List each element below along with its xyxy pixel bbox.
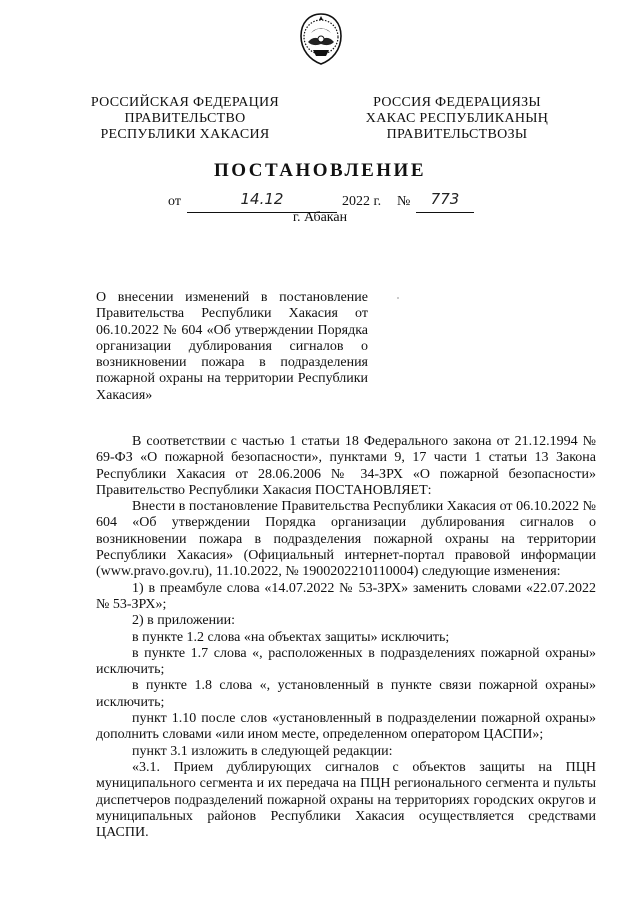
body-paragraph: в пункте 1.8 слова «, установленный в пункте связи пожарной охраны» исключить; [96, 678, 596, 710]
body-paragraph: В соответствии с частью 1 статьи 18 Федерального закона от 21.12.1994 № 69-ФЗ «О пожарной безопасности», пунктами 9, 17 части 1 статьи 13 Закона Республики Хакасия от 28.06.2006 № 34-ЗРХ «О пожарной безопасности» Правительство Республики Хакасия ПОСТАНОВЛЯЕТ: [96, 434, 596, 498]
number-label: № [397, 194, 411, 209]
number-handwritten: 773 [430, 190, 460, 208]
document-subject: О внесении изменений в постановление Правительства Республики Хакасия от 06.10.2022 № 604 «Об утверждении Порядка организации дублирования сигналов о возникновении пожара в подразделения пожарной охраны на территории Республики Хакасия» [96, 290, 368, 403]
coat-of-arms-emblem [296, 12, 346, 66]
issuer-header-khakas [357, 95, 557, 143]
body-paragraph: 2) в приложении: [132, 613, 235, 629]
body-paragraph: пункт 1.10 после слов «установленный в подразделении пожарной охраны» дополнить словами «или ином месте, определенном оператором ЦАСПИ»; [96, 711, 596, 743]
body-paragraph: пункт 3.1 изложить в следующей редакции: [132, 743, 393, 759]
header-line: РОССИЯ ФЕДЕРАЦИЯЗЫ [373, 95, 541, 110]
header-line: ПРАВИТЕЛЬСТВО [124, 111, 246, 126]
header-line: ПРАВИТЕЛЬСТВОЗЫ [386, 127, 528, 142]
body-paragraph: «3.1. Прием дублирующих сигналов с объектов защиты на ПЦН муниципального сегмента и их передача на ПЦН регионального сегмента и пульты диспетчеров подразделений пожарной охраны на территориях городских округов и муниципальных районов Республики Хакасия осуществляется средствами ЦАСПИ. [96, 759, 596, 841]
document-title: ПОСТАНОВЛЕНИЕ [213, 160, 427, 181]
date-year: 2022 г. [342, 194, 382, 209]
date-from-label: от [168, 194, 181, 209]
header-line: РЕСПУБЛИКИ ХАКАСИЯ [100, 127, 270, 142]
body-paragraph: в пункте 1.7 слова «, расположенных в подразделениях пожарной охраны» исключить; [96, 645, 596, 678]
header-line: ХАКАС РЕСПУБЛИКАНЫҢ [365, 111, 549, 126]
body-paragraph: в пункте 1.2 слова «на объектах защиты» исключить; [132, 629, 450, 645]
issuer-header-russian [85, 95, 285, 143]
body-paragraph: Внести в постановление Правительства Республики Хакасия от 06.10.2022 № 604 «Об утверждении Порядка организации дублирования сигналов о возникновении пожара в подразделения пожарной охраны на территории Республики Хакасия» (Официальный интернет-портал правовой информации (www.pravo.gov.ru), 11.10.2022, № 1900202210110004) следующие изменения: [96, 499, 596, 580]
city-label: г. Абакан [292, 210, 348, 225]
document-body [96, 434, 596, 841]
scan-speck [397, 297, 399, 299]
body-paragraph: 1) в преамбуле слова «14.07.2022 № 53-ЗРХ» заменить словами «22.07.2022 № 53-ЗРХ»; [96, 580, 596, 612]
header-line: РОССИЙСКАЯ ФЕДЕРАЦИЯ [90, 95, 280, 110]
date-handwritten: 14.12 [240, 190, 284, 208]
